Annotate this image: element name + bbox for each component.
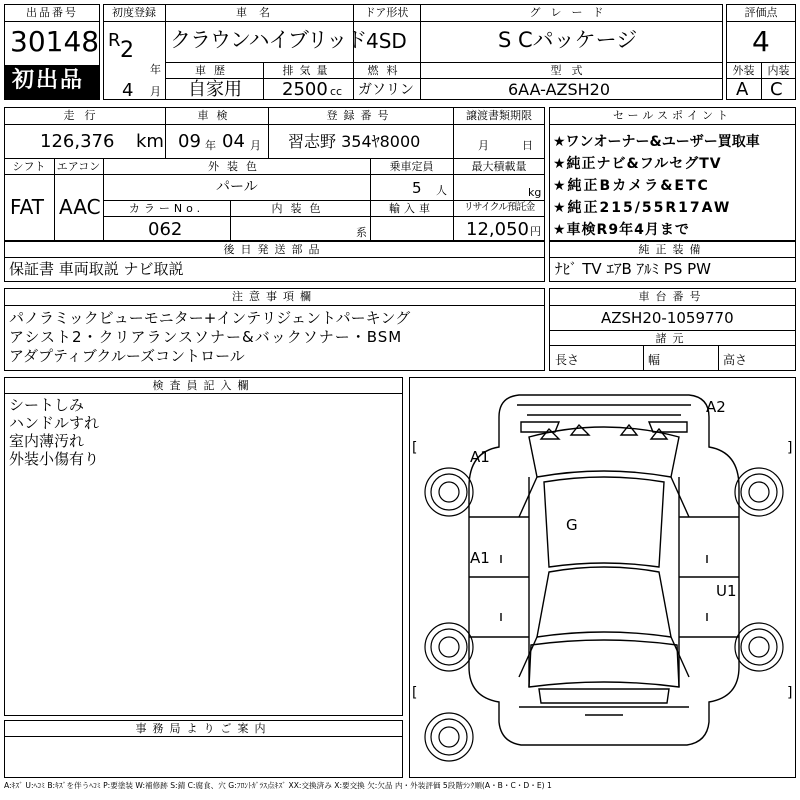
door-label: ドア形状: [364, 6, 409, 19]
inspection-label: 車検: [197, 109, 236, 122]
first-listing-text: 初出品: [12, 68, 85, 93]
damage-mark-a1-mid: A1: [470, 549, 490, 567]
svg-text:[: [: [412, 440, 418, 456]
score-value: 4: [752, 25, 770, 58]
svg-text:]: ]: [787, 685, 793, 701]
car-name-value: クラウンハイブリッド: [170, 28, 367, 52]
int-color-label: 内装色: [271, 202, 329, 215]
plate-value: 習志野 354ﾔ8000: [288, 132, 421, 151]
damage-mark-a1-top: A1: [470, 448, 490, 466]
door-value: 4SD: [366, 29, 407, 53]
displacement-value: 2500: [282, 79, 328, 100]
grade-label: グレード: [529, 6, 614, 19]
capacity-label: 乗車定員: [389, 160, 434, 173]
recycle-label: リサイクル預託金: [463, 202, 535, 213]
displacement-unit: cc: [330, 85, 343, 98]
width-label: 幅: [648, 353, 661, 367]
sales-point-4: ★純正215/55R17AW: [553, 200, 732, 216]
transfer-label: 譲渡書類期限: [466, 109, 532, 122]
first-reg-label: 初度登録: [112, 6, 156, 19]
inspector-line-1: シートしみ: [9, 396, 85, 414]
mileage-value: 126,376: [40, 131, 115, 152]
int-color-unit: 系: [356, 226, 367, 239]
ext-color-label: 外装色: [208, 160, 265, 173]
grade-value: S Cパッケージ: [498, 28, 638, 52]
insp-month-unit: 月: [250, 139, 261, 152]
legend-text: A:ｷｽﾞ U:ﾍｺﾐ B:ｷｽﾞを伴うﾍｺﾐ P:要塗装 W:補修跡 S:錆 C:腐食、穴 G:ﾌﾛﾝﾄｶﾞﾗｽ点ｷｽﾞ XX:交換済み X:要交換 欠:欠品 内・外装評価 5段階ﾗﾝｸ順(A・B・C・D・E) 1: [4, 781, 552, 790]
exterior-value: A: [736, 79, 749, 100]
year-number: 2: [120, 38, 134, 63]
svg-text:[: [: [412, 685, 418, 701]
inspector-line-4: 外装小傷有り: [9, 450, 100, 468]
model-value: 6AA-AZSH20: [508, 80, 611, 99]
shift-value: FAT: [10, 195, 45, 219]
insp-year-unit: 年: [205, 139, 216, 152]
height-label: 高さ: [723, 353, 748, 367]
damage-mark-u1: U1: [716, 582, 737, 600]
office-label: 事務局よりご案内: [135, 722, 272, 735]
equipment-value: ﾅﾋﾞ TV ｴｱB ｱﾙﾐ PS PW: [555, 260, 711, 278]
ac-value: AAC: [59, 195, 101, 219]
car-name-label: 車名: [236, 6, 282, 19]
mileage-label: 走行: [63, 109, 106, 122]
capacity-value: 5: [412, 179, 422, 197]
chassis-value: AZSH20-1059770: [601, 309, 734, 327]
transfer-day: 日: [522, 139, 533, 152]
sales-point-5: ★車検R9年4月まで: [553, 222, 690, 238]
mileage-unit: km: [136, 131, 164, 152]
inspector-label: 検査員記入欄: [152, 379, 255, 392]
length-label: 長さ: [555, 353, 580, 367]
transfer-month: 月: [478, 139, 489, 152]
car-body-diagram: [409, 377, 796, 778]
damage-mark-a2: A2: [706, 398, 726, 416]
capacity-unit: 人: [436, 184, 447, 197]
year-unit: 年: [150, 63, 161, 76]
score-label: 評価点: [744, 6, 778, 19]
era-letter: R: [108, 30, 121, 51]
equipment-label: 純正装備: [638, 243, 707, 256]
ext-color-value: パール: [216, 179, 258, 195]
lot-label: 出品番号: [26, 6, 78, 19]
sales-point-2: ★純正ナビ&フルセグTV: [553, 156, 722, 172]
fuel-label: 燃料: [367, 64, 406, 77]
insp-year: 09: [178, 131, 201, 152]
later-parts-label: 後日発送部品: [223, 243, 326, 256]
exterior-label: 外装: [732, 64, 755, 77]
interior-label: 内装: [767, 64, 790, 77]
model-label: 型式: [550, 64, 593, 77]
import-label: 輸入車: [389, 202, 434, 215]
insp-month: 04: [222, 131, 245, 152]
dims-label: 諸元: [655, 332, 690, 345]
recycle-unit: 円: [530, 225, 541, 238]
inspector-line-3: 室内薄汚れ: [9, 432, 85, 450]
maxload-unit: kg: [528, 186, 542, 199]
notes-line-2: アシスト2・クリアランスソナー&バックソナー・BSM: [9, 328, 403, 346]
notes-line-3: アダプティブクルーズコントロール: [9, 347, 245, 365]
history-label: 車歴: [195, 64, 233, 77]
notes-line-1: パノラミックビューモニター+インテリジェントパーキング: [9, 309, 411, 327]
svg-text:]: ]: [787, 440, 793, 456]
sales-points-label: セールスポイント: [612, 109, 732, 122]
color-no-label: カラーNo.: [128, 202, 205, 215]
sales-point-3: ★純正Bカメラ&ETC: [553, 178, 710, 194]
ac-label: エアコン: [56, 160, 101, 173]
lot-number: 30148: [10, 25, 100, 58]
inspector-line-2: ハンドルすれ: [9, 414, 100, 432]
chassis-label: 車台番号: [638, 290, 707, 303]
month-number: 4: [122, 80, 134, 101]
recycle-value: 12,050: [466, 219, 529, 240]
history-value: 自家用: [188, 79, 242, 100]
color-no-value: 062: [148, 219, 183, 240]
month-unit: 月: [150, 85, 161, 98]
shift-label: シフト: [12, 160, 46, 173]
displacement-label: 排気量: [282, 64, 334, 77]
notes-label: 注意事項欄: [232, 290, 317, 303]
sales-point-1: ★ワンオーナー&ユーザー買取車: [553, 134, 760, 150]
fuel-value: ガソリン: [358, 82, 414, 98]
damage-mark-g: G: [566, 516, 578, 534]
plate-label: 登録番号: [326, 109, 395, 122]
interior-value: C: [770, 79, 783, 100]
later-parts-value: 保証書 車両取説 ナビ取説: [9, 260, 184, 278]
maxload-label: 最大積載量: [471, 160, 527, 173]
